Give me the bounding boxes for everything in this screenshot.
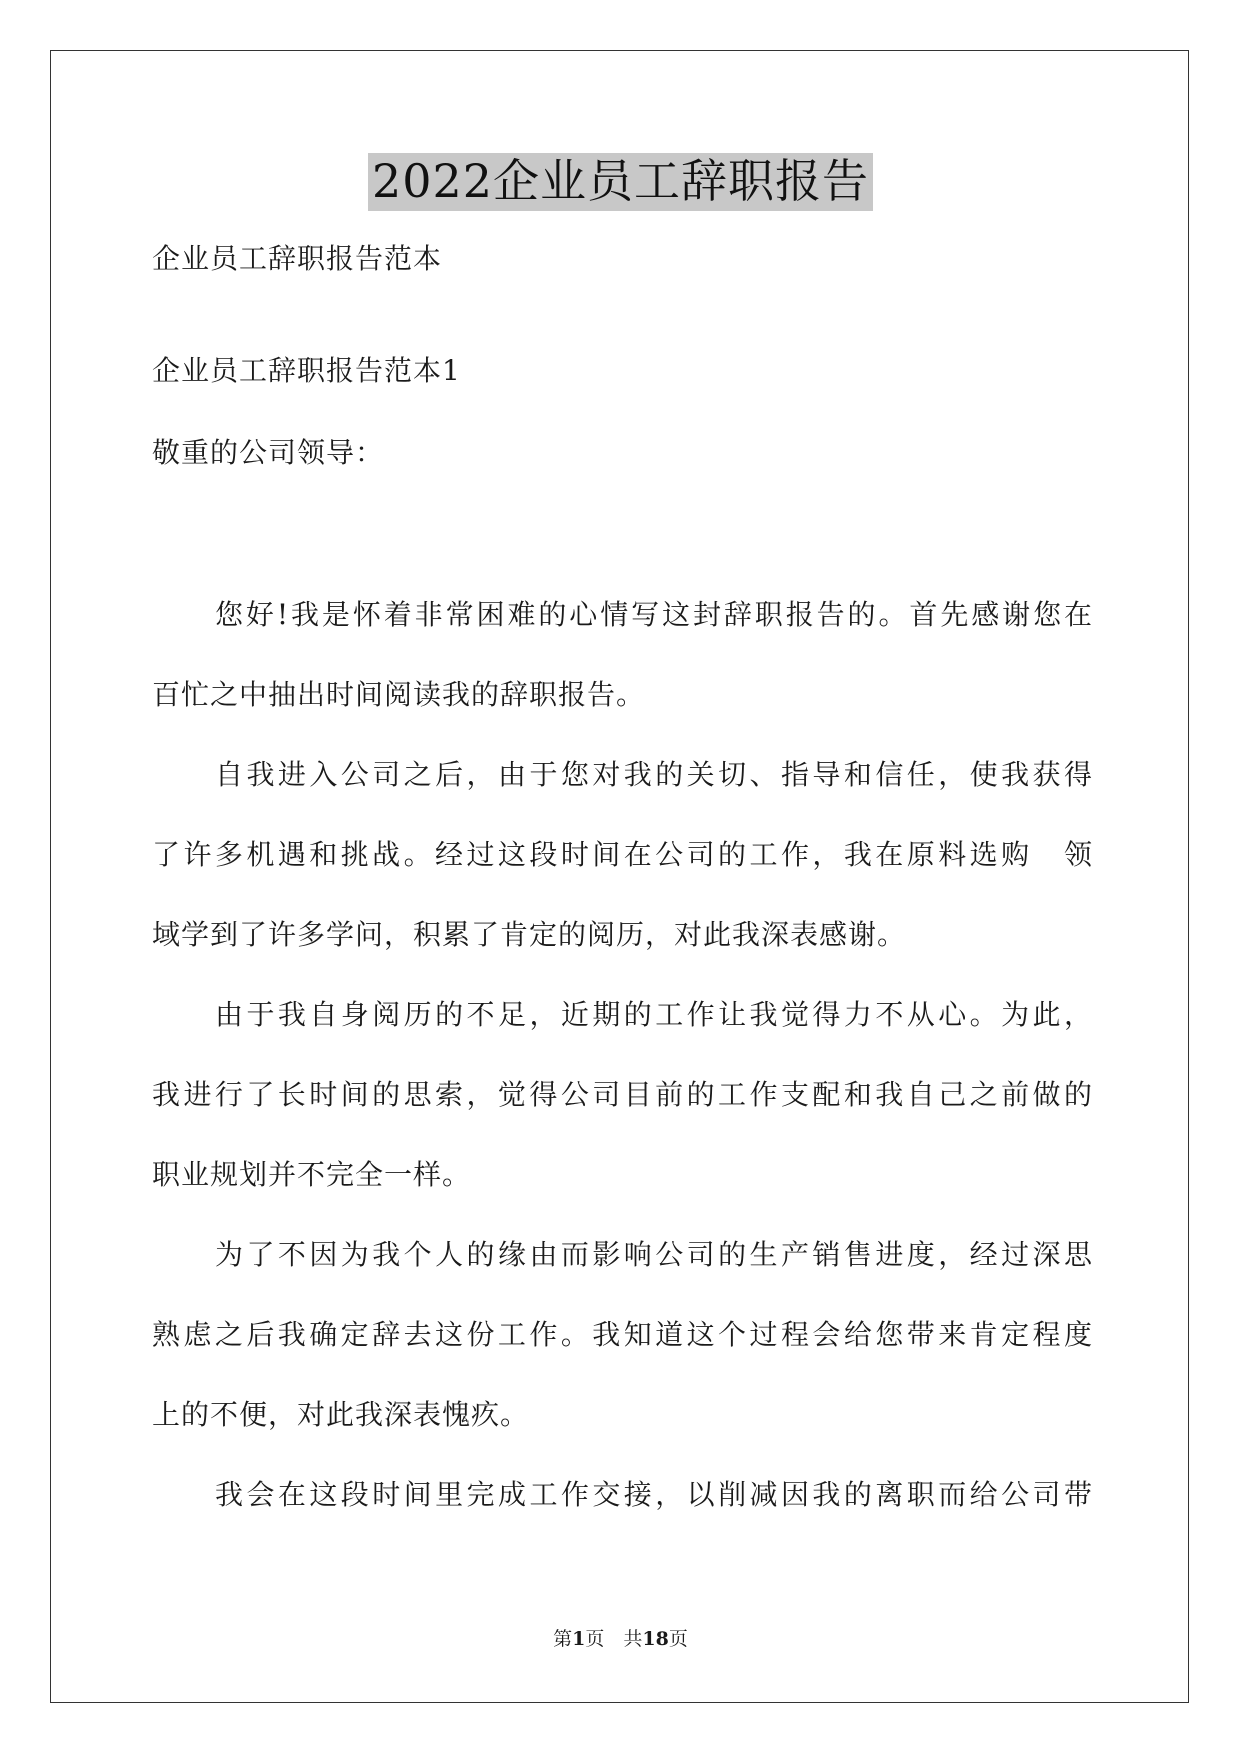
body-line: 上的不便，对此我深表愧疚。 [152,1398,530,1431]
body-line: 了许多机遇和挑战。经过这段时间在公司的工作，我在原料选购 领 [152,838,1092,871]
footer-total-suffix: 页 [668,1628,688,1650]
body-line: 自我进入公司之后，由于您对我的关切、指导和信任，使我获得 [215,758,1092,791]
page-border [50,50,1189,1703]
total-pages: 18 [642,1628,669,1650]
document-title: 2022企业员工辞职报告 [368,153,873,211]
body-line: 域学到了许多学问，积累了肯定的阅历，对此我深表感谢。 [152,918,907,951]
page-number: 1 [572,1628,586,1650]
footer-separator [604,1628,623,1650]
body-line: 我进行了长时间的思索，觉得公司目前的工作支配和我自己之前做的 [152,1078,1092,1111]
body-line: 职业规划并不完全一样。 [152,1158,472,1191]
footer-prefix: 第 [553,1628,573,1650]
body-line: 为了不因为我个人的缘由而影响公司的生产销售进度，经过深思 [215,1238,1092,1271]
body-line: 由于我自身阅历的不足，近期的工作让我觉得力不从心。为此， [215,998,1092,1031]
body-line: 百忙之中抽出时间阅读我的辞职报告。 [152,678,646,711]
footer-total-prefix: 共 [623,1628,643,1650]
body-line: 您好!我是怀着非常困难的心情写这封辞职报告的。首先感谢您在 [215,598,1092,631]
body-line: 熟虑之后我确定辞去这份工作。我知道这个过程会给您带来肯定程度 [152,1318,1092,1351]
footer-page-suffix: 页 [585,1628,605,1650]
page-footer [0,1627,1241,1651]
subtitle-line: 企业员工辞职报告范本1 [152,354,461,387]
salutation-line: 敬重的公司领导： [152,436,385,469]
body-line: 我会在这段时间里完成工作交接，以削减因我的离职而给公司带 [215,1478,1092,1511]
subtitle-line: 企业员工辞职报告范本 [152,242,443,275]
document-title-block [0,153,1241,211]
